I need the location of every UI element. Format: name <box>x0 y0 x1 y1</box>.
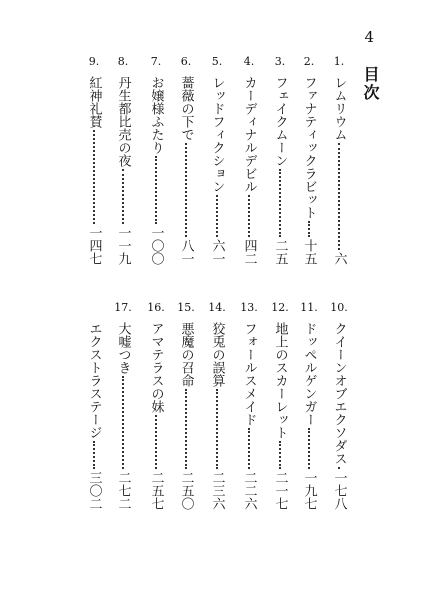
dot-leader <box>216 195 218 237</box>
entry-title: ファナティックラビット <box>301 76 317 219</box>
entry-page-number: 一九七 <box>301 471 317 510</box>
toc-entry <box>147 56 165 265</box>
dot-leader <box>248 428 250 469</box>
toc-entry <box>300 302 318 510</box>
toc-entry <box>85 302 103 510</box>
toc-entry <box>300 56 318 265</box>
dot-leader <box>216 389 218 469</box>
entry-page-number: 六一 <box>209 239 225 265</box>
entry-page-number: 二五〇 <box>178 471 194 510</box>
entry-title: 狡兎の誤算 <box>209 322 225 387</box>
entry-page-number: 二三六 <box>209 471 225 510</box>
entry-number: 10. <box>330 301 348 314</box>
entry-number: 1. <box>333 55 345 68</box>
entry-title: アマテラスの妹 <box>148 322 164 413</box>
dot-leader <box>185 389 187 469</box>
dot-leader <box>122 169 124 224</box>
entry-page-number: 二一七 <box>272 471 288 510</box>
entry-title: レッドフィクション <box>209 76 225 193</box>
entry-title: エクストラステージ <box>86 322 102 439</box>
entry-number: 9. <box>88 55 100 68</box>
entry-number: 3. <box>274 55 286 68</box>
toc-entry <box>208 56 226 265</box>
dot-leader <box>279 441 281 469</box>
dot-leader <box>338 467 340 469</box>
entry-number: 7. <box>150 55 162 68</box>
toc-entry <box>177 302 195 510</box>
toc-entry <box>240 302 258 510</box>
toc-entry <box>330 302 348 510</box>
entry-number: 2. <box>303 55 315 68</box>
toc-entry <box>271 302 289 510</box>
entry-page-number: 十五 <box>301 239 317 265</box>
toc-entry <box>114 302 132 510</box>
entry-number: 14. <box>208 301 226 314</box>
entry-page-number: 一〇〇 <box>148 226 164 265</box>
dot-leader <box>338 143 340 250</box>
dot-leader <box>122 376 124 469</box>
dot-leader <box>155 415 157 469</box>
toc-entry <box>177 56 195 265</box>
dot-leader <box>308 428 310 469</box>
entry-page-number: 二七二 <box>115 471 131 510</box>
toc-entry <box>240 56 258 265</box>
entry-number: 5. <box>211 55 223 68</box>
toc-entry <box>208 302 226 510</box>
entry-title: カーディナルデビル <box>241 76 257 193</box>
entry-page-number: 三〇二 <box>86 471 102 510</box>
entry-title: お嬢様ふたり <box>148 76 164 154</box>
toc-entry <box>85 56 103 265</box>
entry-title: 紅神礼賛 <box>86 76 102 128</box>
entry-page-number: 二五七 <box>148 471 164 510</box>
entry-number: 12. <box>271 301 289 314</box>
toc-entry <box>330 56 348 265</box>
page-number: 4 <box>364 28 374 46</box>
entry-page-number: 二二六 <box>241 471 257 510</box>
dot-leader <box>279 169 281 237</box>
entry-number: 13. <box>240 301 258 314</box>
entry-page-number: 一七八 <box>331 471 347 510</box>
entry-page-number: 六 <box>331 252 347 265</box>
entry-title: 地上のスカーレット <box>272 322 288 439</box>
entry-title: ドッペルゲンガー <box>301 322 317 426</box>
entry-page-number: 八一 <box>178 239 194 265</box>
toc-title: 目次 <box>361 66 380 102</box>
toc-entry <box>147 302 165 510</box>
dot-leader <box>248 195 250 237</box>
dot-leader <box>185 143 187 237</box>
entry-title: 大嘘つき <box>115 322 131 374</box>
entry-page-number: 四二 <box>241 239 257 265</box>
dot-leader <box>93 130 95 224</box>
entry-number: 11. <box>300 301 318 314</box>
entry-title: フォールスメイド <box>241 322 257 426</box>
entry-title: レムリウム <box>331 76 347 141</box>
entry-page-number: 一一九 <box>115 226 131 265</box>
dot-leader <box>93 441 95 469</box>
toc-entry <box>271 56 289 265</box>
entry-page-number: 二五 <box>272 239 288 265</box>
entry-title: 薔薇の下で <box>178 76 194 141</box>
entry-number: 15. <box>177 301 195 314</box>
dot-leader <box>155 156 157 224</box>
entry-number: 4. <box>243 55 255 68</box>
toc-entry <box>114 56 132 265</box>
entry-number: 16. <box>147 301 165 314</box>
dot-leader <box>308 221 310 237</box>
entry-page-number: 一四七 <box>86 226 102 265</box>
entry-number: 8. <box>117 55 129 68</box>
entry-title: 丹生都比売の夜 <box>115 76 131 167</box>
entry-title: フェイクムーン <box>272 76 288 167</box>
entry-title: クイーンオブエクソダス <box>331 322 347 465</box>
entry-number: 17. <box>114 301 132 314</box>
entry-title: 悪魔の召命 <box>178 322 194 387</box>
entry-number: 6. <box>180 55 192 68</box>
